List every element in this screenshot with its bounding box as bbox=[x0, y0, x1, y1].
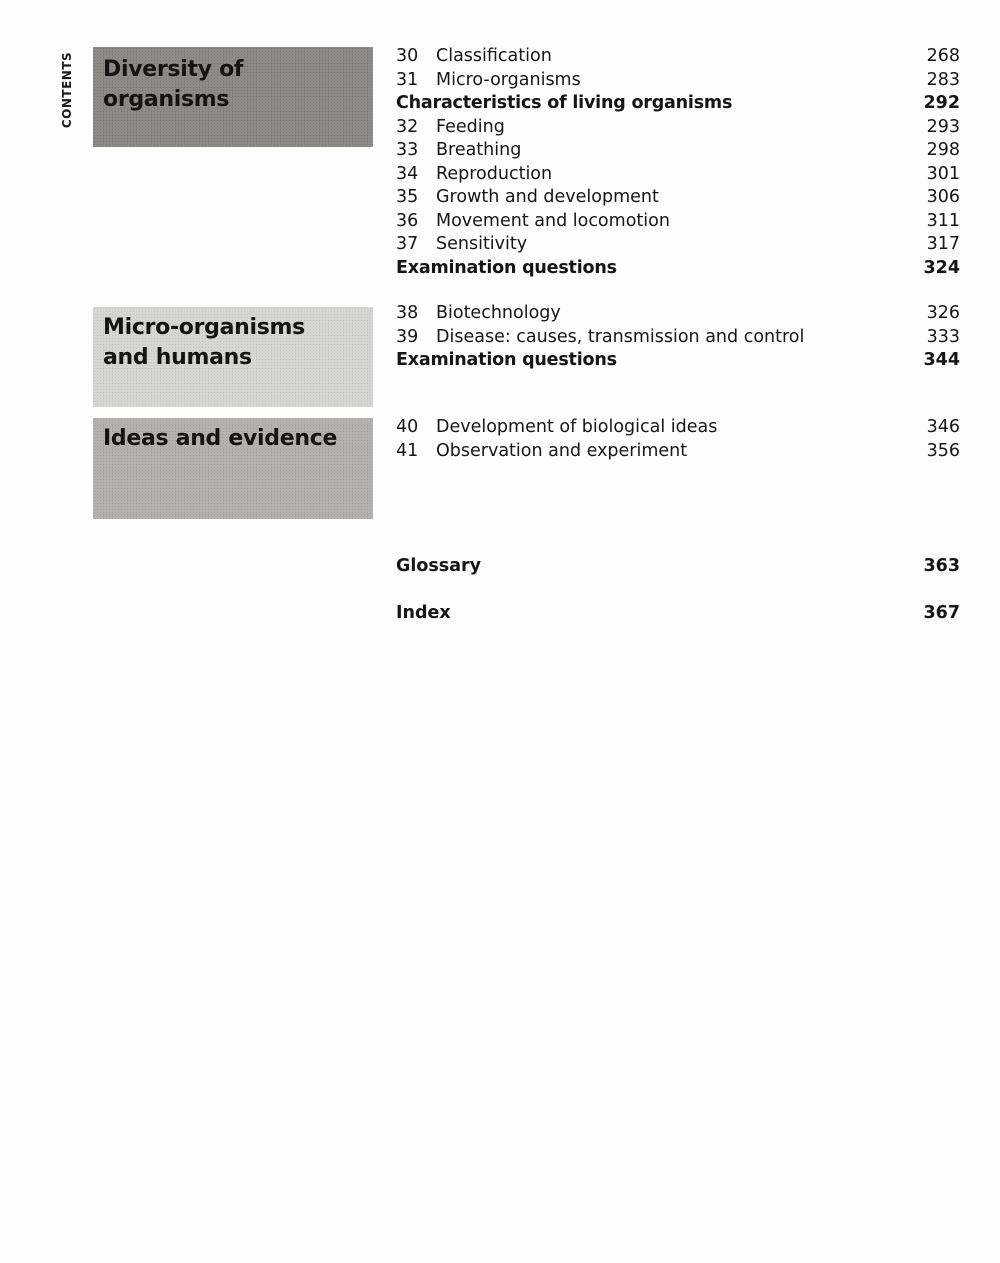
chapter-number: 39 bbox=[396, 326, 419, 347]
entry-title: Growth and development bbox=[436, 187, 659, 207]
chapter-number: 40 bbox=[396, 417, 419, 437]
page-number: 292 bbox=[923, 93, 960, 113]
toc-entry[interactable] bbox=[396, 163, 960, 187]
section-heading-line: and humans bbox=[103, 345, 252, 370]
toc-entry[interactable] bbox=[396, 45, 960, 69]
page-number: 324 bbox=[923, 257, 960, 278]
toc-entry[interactable] bbox=[396, 116, 960, 140]
chapter-number: 37 bbox=[396, 234, 419, 254]
toc-group-ideas-evidence bbox=[396, 416, 960, 463]
entry-title: Development of biological ideas bbox=[436, 417, 718, 437]
page-number: 346 bbox=[926, 417, 960, 437]
toc-entry[interactable] bbox=[396, 326, 960, 350]
entry-title: Glossary bbox=[396, 556, 482, 576]
section-heading-micro-organisms-humans bbox=[93, 307, 373, 407]
entry-title: Sensitivity bbox=[436, 234, 528, 254]
page-number: 298 bbox=[926, 140, 960, 160]
chapter-number: 36 bbox=[396, 210, 419, 231]
toc-entry[interactable] bbox=[396, 349, 960, 373]
entry-title: Micro-organisms bbox=[436, 69, 581, 90]
chapter-number: 33 bbox=[396, 140, 419, 160]
page-number: 356 bbox=[926, 440, 960, 461]
chapter-number: 38 bbox=[396, 303, 419, 323]
entry-title: Examination questions bbox=[396, 350, 617, 370]
entry-title: Feeding bbox=[436, 116, 505, 137]
section-heading-ideas-evidence bbox=[93, 418, 373, 519]
section-heading-diversity bbox=[93, 47, 373, 147]
entry-title: Biotechnology bbox=[436, 303, 561, 323]
toc-entry[interactable] bbox=[396, 69, 960, 93]
contents-label-text: CONTENTS bbox=[60, 51, 74, 129]
toc-entry-index[interactable] bbox=[396, 603, 960, 623]
page-number: 306 bbox=[926, 187, 960, 207]
toc-entry[interactable] bbox=[396, 257, 960, 281]
chapter-number: 41 bbox=[396, 440, 419, 461]
chapter-number: 35 bbox=[396, 187, 419, 207]
section-heading-line: organisms bbox=[103, 87, 230, 112]
entry-title: Index bbox=[396, 603, 451, 623]
entry-title: Observation and experiment bbox=[436, 440, 688, 461]
entry-title: Characteristics of living organisms bbox=[396, 93, 733, 113]
entry-title: Movement and locomotion bbox=[436, 210, 670, 231]
toc-entry[interactable] bbox=[396, 302, 960, 326]
toc-entry[interactable] bbox=[396, 186, 960, 210]
page-number: 363 bbox=[923, 556, 960, 576]
page-number: 333 bbox=[926, 326, 960, 347]
toc-group-diversity bbox=[396, 45, 960, 280]
toc-entry-glossary[interactable] bbox=[396, 556, 960, 576]
toc-entry[interactable] bbox=[396, 440, 960, 464]
chapter-number: 31 bbox=[396, 69, 419, 90]
page-number: 293 bbox=[926, 116, 960, 137]
entry-title: Reproduction bbox=[436, 163, 553, 184]
chapter-number: 30 bbox=[396, 46, 419, 66]
contents-side-label bbox=[52, 50, 82, 130]
entry-title: Disease: causes, transmission and control bbox=[436, 326, 805, 347]
chapter-number: 34 bbox=[396, 163, 419, 184]
toc-entry[interactable] bbox=[396, 233, 960, 257]
page-number: 367 bbox=[923, 603, 960, 623]
page-number: 344 bbox=[923, 350, 960, 370]
section-heading-line: Ideas and evidence bbox=[103, 426, 338, 451]
section-heading-line: Diversity of bbox=[103, 57, 244, 82]
toc-entry[interactable] bbox=[396, 416, 960, 440]
page-number: 268 bbox=[926, 46, 960, 66]
toc-group-micro-organisms-humans bbox=[396, 302, 960, 373]
chapter-number: 32 bbox=[396, 116, 419, 137]
entry-title: Breathing bbox=[436, 140, 522, 160]
page-number: 311 bbox=[926, 210, 960, 231]
page-number: 326 bbox=[926, 303, 960, 323]
page-number: 317 bbox=[926, 234, 960, 254]
toc-entry[interactable] bbox=[396, 92, 960, 116]
toc-entry[interactable] bbox=[396, 210, 960, 234]
entry-title: Classification bbox=[436, 46, 552, 66]
toc-entry[interactable] bbox=[396, 139, 960, 163]
entry-title: Examination questions bbox=[396, 257, 617, 278]
page-number: 283 bbox=[926, 69, 960, 90]
section-heading-line: Micro-organisms bbox=[103, 315, 305, 340]
page-number: 301 bbox=[926, 163, 960, 184]
